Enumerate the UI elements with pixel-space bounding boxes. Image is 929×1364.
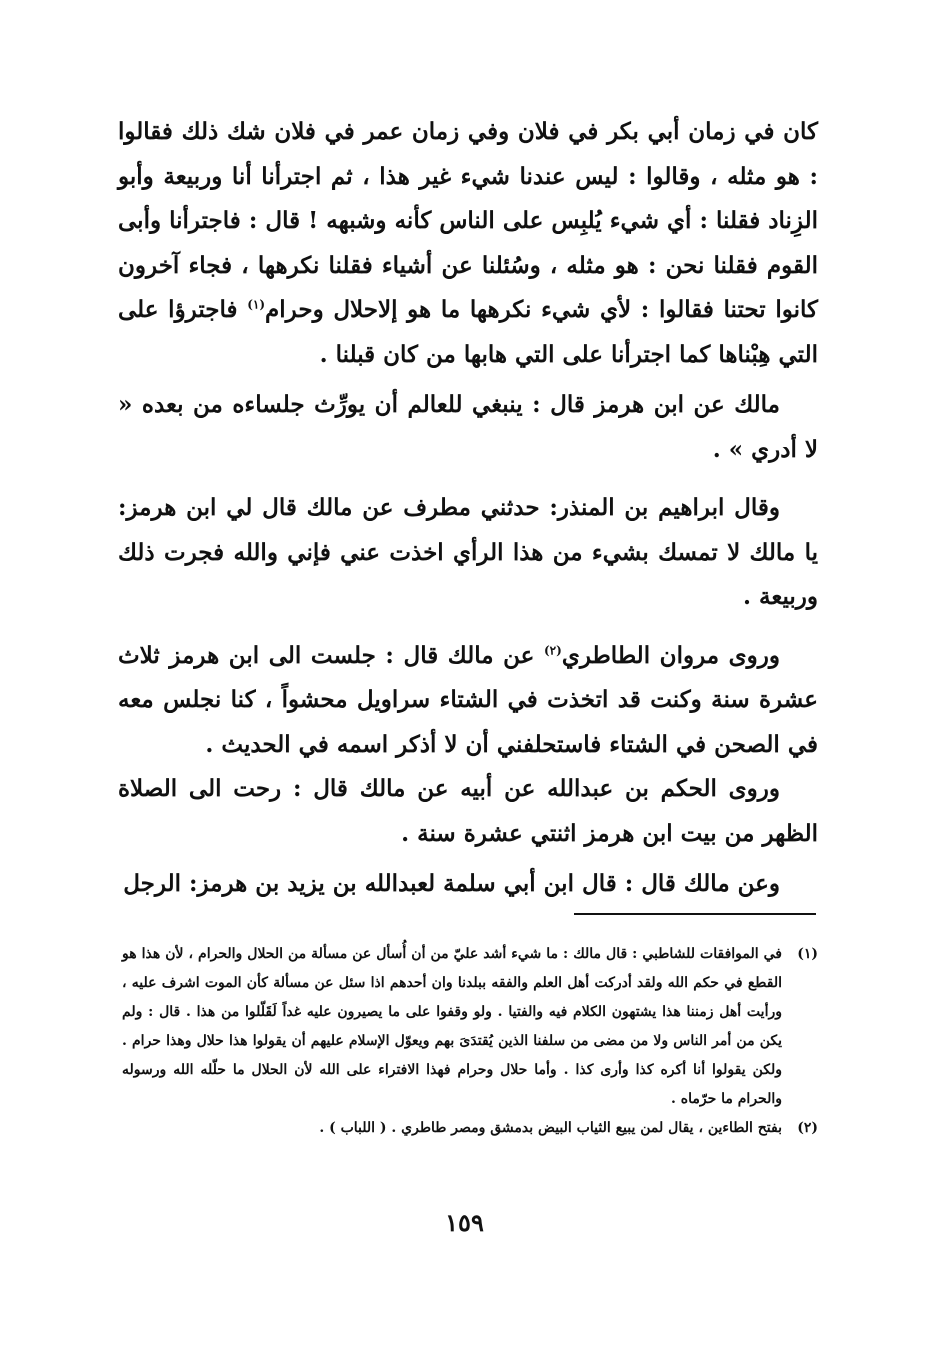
footnote-text: في الموافقات للشاطبي : قال مالك : ما شيء أشد عليّ من أن أُسأل عن مسألة من الحلال والحرام ، لأن هذا هو القطع في حكم الله ولقد أدركت أهل العلم والفقه ببلدنا وان أحدهم اذا سئل عن مسألة كأن الموت اشرف عليه ، ورأيت أهل زمننا هذا يشتهون الكلام فيه والفتيا . ولو وقفوا على ما يصيرون عليه غداً لَقَلّلوا من هذا . قال : ولم يكن من أمر الناس ولا من مضى من سلفنا الذين يُقتدَىَ بهم ويعوّل الإسلام عليهم أن يقولوا هذا حلال وهذا حرام . ولكن يقولوا أنا أكره كذا وأرى كذا . وأما حلال وحرام فهذا الافتراء على الله لأن الحلال ما حلّله الله ورسوله والحرام ما حرّماه . [122,946,782,1107]
footnote-separator [574,913,816,915]
footnotes [122,940,818,1143]
footnote [122,940,818,1114]
paragraph [118,767,818,856]
paragraph-text: عن مالك قال : جلست الى ابن هرمز ثلاث عشرة سنة وكنت قد اتخذت في الشتاء سراويل محشواً ، كنا نجلس معه في الصحن في الشتاء فاستحلفني أن لا أذكر اسمه في الحديث . [118,641,818,758]
paragraph-text: مالك عن ابن هرمز قال : ينبغي للعالم أن يورِّث جلساءه من بعده « لا أدري » . [118,391,818,463]
paragraph-text: وروى الحكم بن عبدالله عن أبيه عن مالك قال : رحت الى الصلاة الظهر من بيت ابن هرمز اثنتي عشرة سنة . [118,775,818,847]
paragraph-text: كان في زمان أبي بكر في فلان وفي زمان عمر في فلان شك ذلك فقالوا : هو مثله ، وقالوا : ليس عندنا شيء غير هذا ، ثم اجترأنا أنا وربيعة وأبو الزِناد فقلنا : أي شيء يُلبِس على الناس كأنه وشبهه ! قال : فاجترأنا وأبى القوم فقلنا نحن : هو مثله ، وسُئلنا عن أشياء فقلنا نكرهها ، فجاء آخرون كانوا تحتنا فقالوا : لأي شيء نكرهها ما هو إلاحلال وحرام [118,118,818,323]
footnote-number: (١) [797,946,818,962]
paragraph-text: وروى مروان الطاطري [561,641,781,669]
paragraph [118,862,818,907]
page-number: ١٥٩ [445,1208,484,1237]
main-text [118,110,818,907]
paragraph [118,634,818,768]
footnote-ref-1: (١) [247,297,266,312]
paragraph [118,486,818,620]
paragraph-text: وعن مالك قال : قال ابن أبي سلمة لعبدالله بن يزيد بن هرمز: الرجل [123,870,780,897]
footnote-ref-2: (٢) [543,642,562,657]
footnote-text: بفتح الطاءين ، يقال لمن يبيع الثياب البيض بدمشق ومصر طاطري . ( اللباب ) . [319,1120,782,1136]
paragraph [118,383,818,472]
paragraph-text: فاجترؤا على التي هِبْناها كما اجترأنا على التي هابها من كان قبلنا . [118,296,818,368]
footnote [122,1114,818,1143]
footnote-number: (٢) [797,1120,818,1136]
paragraph [118,110,818,377]
paragraph-text: وقال ابراهيم بن المنذر: حدثني مطرف عن مالك قال لي ابن هرمز: يا مالك لا تمسك بشيء من هذا الرأي اخذت عني فإني والله فجرت ذلك وربيعة . [118,494,818,610]
